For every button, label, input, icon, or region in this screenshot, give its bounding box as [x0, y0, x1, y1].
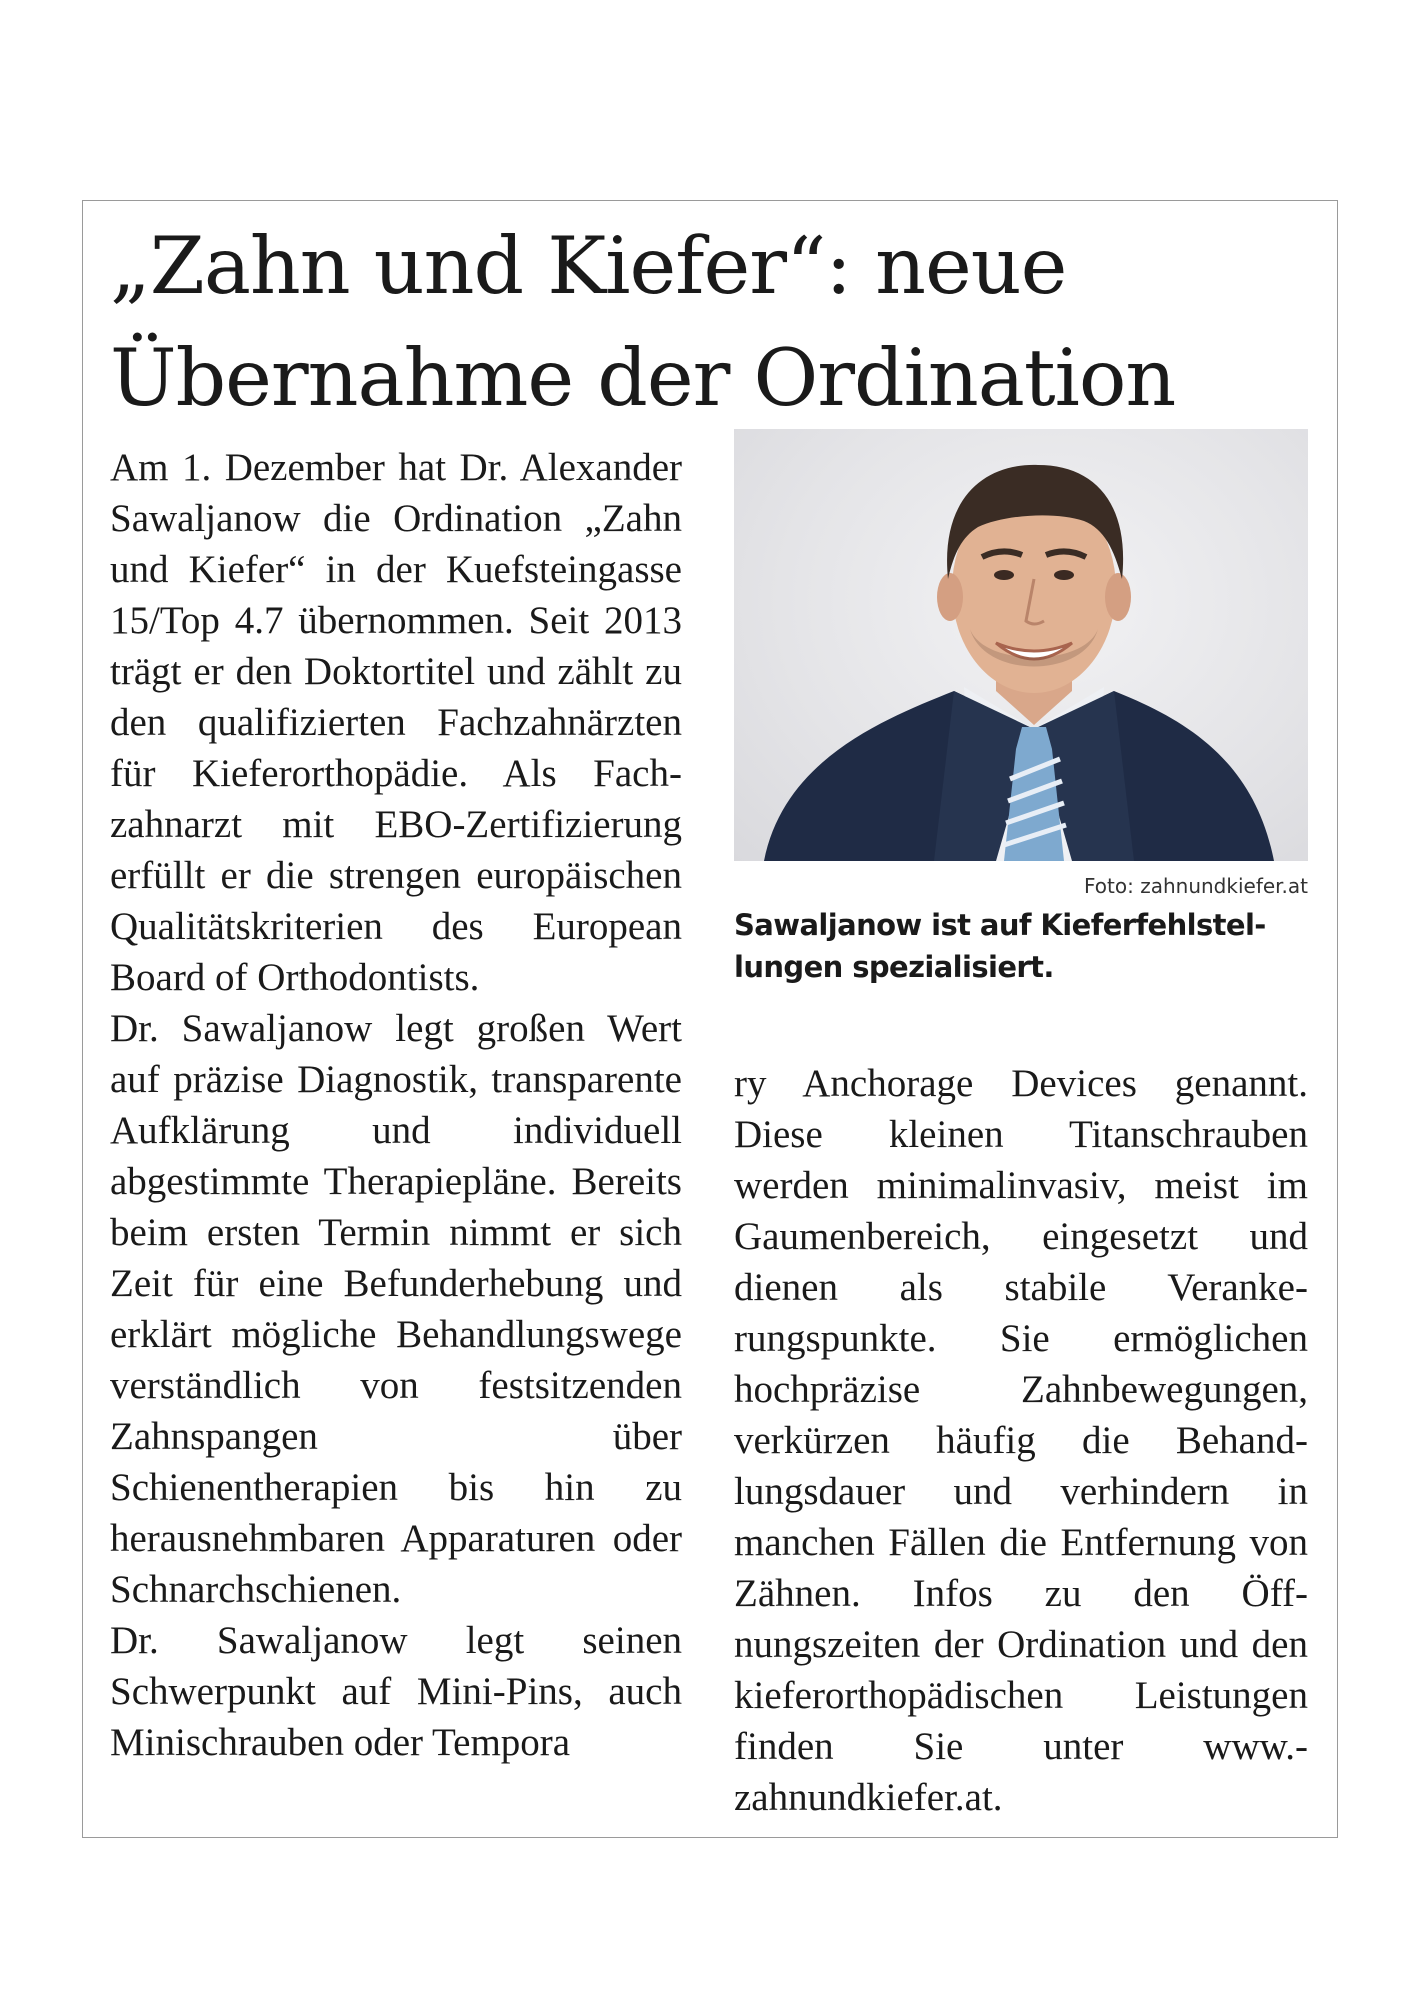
paragraph-3: Dr. Sawaljanow legt seinen Schwerpunkt auf Mini-Pins, auch Minischrauben oder Tempora [110, 1619, 682, 1764]
photo-credit: Foto: zahnundkiefer.at [1084, 874, 1308, 898]
portrait-photo [734, 429, 1308, 861]
caption-line-2: lungen spezialisiert. [734, 950, 1054, 984]
photo-caption [734, 904, 1308, 988]
paragraph-1: Am 1. Dezember hat Dr. Alexander Sawaljanow die Ordination „Zahn und Kiefer“ in der Kuefsteingasse 15/Top 4.7 übernommen. Seit 2013 trägt er den Doktortitel und zählt zu den qualifizierten Fachzahnärzten für Kieferorthopädie. Als Fachzahnarzt mit EBO-Zertifizierung erfüllt er die strengen europäischen Qualitätskriterien des European Board of Orthodontists. [110, 446, 682, 999]
portrait-illustration [734, 429, 1308, 861]
article-headline [110, 210, 1330, 434]
paragraph-2: Dr. Sawaljanow legt großen Wert auf präzise Diagnostik, transparente Aufklärung und individuell abgestimmte Therapiepläne. Bereits beim ersten Termin nimmt er sich Zeit für eine Befunderhebung und erklärt mögliche Behandlungswege verständlich von festsitzenden Zahnspangen über Schienentherapien bis hin zu herausnehmbaren Apparaturen oder Schnarchschienen. [110, 1007, 682, 1611]
paragraph-4: ry Anchorage Devices genannt. Diese kleinen Titanschrauben werden minimalinvasiv, meist im Gaumenbereich, eingesetzt und dienen als stabile Verankerungspunkte. Sie ermöglichen hochpräzise Zahnbewegungen, verkürzen häufig die Behandlungsdauer und verhindern in manchen Fällen die Entfernung von Zähnen. Infos zu den Öffnungszeiten der Ordination und den kieferorthopädischen Leistungen finden Sie unter www.zahnundkiefer.at. [734, 1062, 1308, 1819]
article-column-right [734, 1058, 1308, 1823]
caption-line-1: Sawaljanow ist auf Kieferfehlstel- [734, 908, 1266, 942]
headline-line-2: Übernahme der Ordination [110, 332, 1176, 424]
article-column-left [110, 442, 682, 1768]
headline-line-1: „Zahn und Kiefer“: neue [110, 220, 1067, 312]
